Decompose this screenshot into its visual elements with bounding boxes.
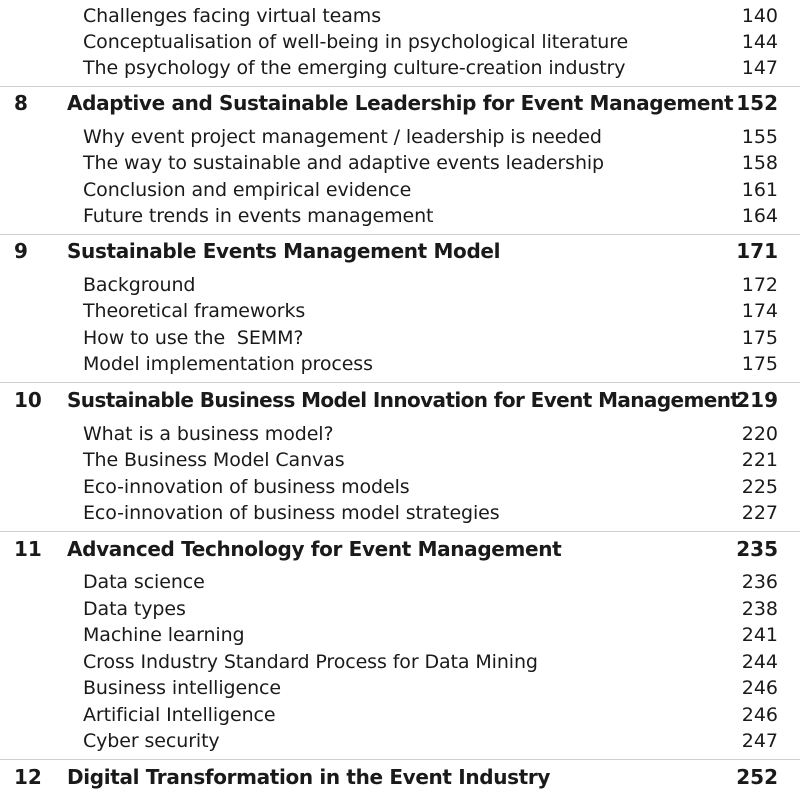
toc-entry[interactable] <box>0 500 800 526</box>
chapter-number: 8 <box>14 91 28 115</box>
toc-entry[interactable] <box>0 702 800 728</box>
divider <box>0 86 800 87</box>
toc-entry-page: 238 <box>741 598 778 620</box>
chapter-number: 12 <box>14 765 42 789</box>
toc-entry-page: 227 <box>741 502 778 524</box>
toc-entry-title: Data types <box>83 598 186 620</box>
chapter-heading-8[interactable] <box>0 89 800 115</box>
chapter-title: Digital Transformation in the Event Industry <box>67 765 551 789</box>
toc-entry-title: How to use the SEMM? <box>83 327 304 349</box>
divider <box>0 382 800 383</box>
toc-entry[interactable] <box>0 447 800 473</box>
toc-entry[interactable] <box>0 3 800 29</box>
toc-entry-page: 246 <box>741 704 778 726</box>
toc-entry-title: Conclusion and empirical evidence <box>83 179 412 201</box>
toc-entry-page: 244 <box>741 651 778 673</box>
toc-entry[interactable] <box>0 474 800 500</box>
chapter-number: 11 <box>14 537 42 561</box>
toc-entry-page: 241 <box>741 624 778 646</box>
toc-entry-page: 155 <box>741 126 778 148</box>
chapter-heading-9[interactable] <box>0 237 800 263</box>
toc-entry-page: 144 <box>741 31 778 53</box>
toc-entry-page: 147 <box>741 57 778 79</box>
toc-entry-title: Background <box>83 274 196 296</box>
toc-entry-title: Cyber security <box>83 730 220 752</box>
chapter-heading-11[interactable] <box>0 535 800 561</box>
toc-entry[interactable] <box>0 622 800 648</box>
toc-entry-page: 161 <box>741 179 778 201</box>
chapter-title: Sustainable Business Model Innovation for Event Management <box>67 388 740 412</box>
toc-entry[interactable] <box>0 675 800 701</box>
toc-entry-page: 246 <box>741 677 778 699</box>
toc-entry-title: Data science <box>83 571 205 593</box>
chapter-number: 9 <box>14 239 28 263</box>
divider <box>0 531 800 532</box>
toc-entry[interactable] <box>0 649 800 675</box>
toc-entry-title: The Business Model Canvas <box>83 449 345 471</box>
toc-entry[interactable] <box>0 596 800 622</box>
toc-entry-page: 158 <box>741 152 778 174</box>
toc-entry-title: Eco-innovation of business models <box>83 476 410 498</box>
toc-entry-page: 174 <box>741 300 778 322</box>
chapter-page: 235 <box>736 537 778 561</box>
toc-entry[interactable] <box>0 55 800 81</box>
toc-entry-title: Eco-innovation of business model strategies <box>83 502 500 524</box>
toc-entry[interactable] <box>0 325 800 351</box>
toc-entry[interactable] <box>0 569 800 595</box>
toc-entry[interactable] <box>0 728 800 754</box>
toc-entry-page: 247 <box>741 730 778 752</box>
toc-entry[interactable] <box>0 177 800 203</box>
toc-entry-title: The psychology of the emerging culture-creation industry <box>83 57 626 79</box>
chapter-title: Adaptive and Sustainable Leadership for Event Management <box>67 91 734 115</box>
divider <box>0 759 800 760</box>
toc-entry-title: Machine learning <box>83 624 245 646</box>
toc-entry[interactable] <box>0 272 800 298</box>
chapter-page: 219 <box>736 388 778 412</box>
toc-entry-title: Future trends in events management <box>83 205 434 227</box>
toc-entry-page: 164 <box>741 205 778 227</box>
toc-entry-title: The way to sustainable and adaptive events leadership <box>83 152 605 174</box>
toc-entry-page: 221 <box>741 449 778 471</box>
toc-entry-page: 220 <box>741 423 778 445</box>
toc-entry[interactable] <box>0 203 800 229</box>
toc-entry-page: 172 <box>741 274 778 296</box>
chapter-title: Sustainable Events Management Model <box>67 239 501 263</box>
toc-entry[interactable] <box>0 298 800 324</box>
toc-entry-title: Artificial Intelligence <box>83 704 276 726</box>
toc-entry-page: 140 <box>741 5 778 27</box>
toc-entry-title: Business intelligence <box>83 677 281 699</box>
toc-entry-title: What is a business model? <box>83 423 334 445</box>
chapter-title: Advanced Technology for Event Management <box>67 537 562 561</box>
toc-entry-title: Why event project management / leadership is needed <box>83 126 602 148</box>
chapter-heading-12[interactable] <box>0 763 800 789</box>
toc-entry-page: 175 <box>741 353 778 375</box>
toc-entry[interactable] <box>0 150 800 176</box>
divider <box>0 234 800 235</box>
toc-entry-title: Model implementation process <box>83 353 373 375</box>
toc-entry[interactable] <box>0 29 800 55</box>
toc-entry[interactable] <box>0 351 800 377</box>
toc-entry-page: 225 <box>741 476 778 498</box>
chapter-page: 252 <box>736 765 778 789</box>
toc-entry-title: Theoretical frameworks <box>83 300 306 322</box>
toc-entry-title: Challenges facing virtual teams <box>83 5 382 27</box>
chapter-heading-10[interactable] <box>0 386 800 412</box>
toc-entry-title: Conceptualisation of well-being in psychological literature <box>83 31 629 53</box>
toc-entry[interactable] <box>0 421 800 447</box>
toc-entry-page: 175 <box>741 327 778 349</box>
toc-entry-title: Cross Industry Standard Process for Data Mining <box>83 651 538 673</box>
chapter-number: 10 <box>14 388 42 412</box>
chapter-page: 152 <box>736 91 778 115</box>
toc-entry-page: 236 <box>741 571 778 593</box>
toc-entry[interactable] <box>0 124 800 150</box>
chapter-page: 171 <box>736 239 778 263</box>
